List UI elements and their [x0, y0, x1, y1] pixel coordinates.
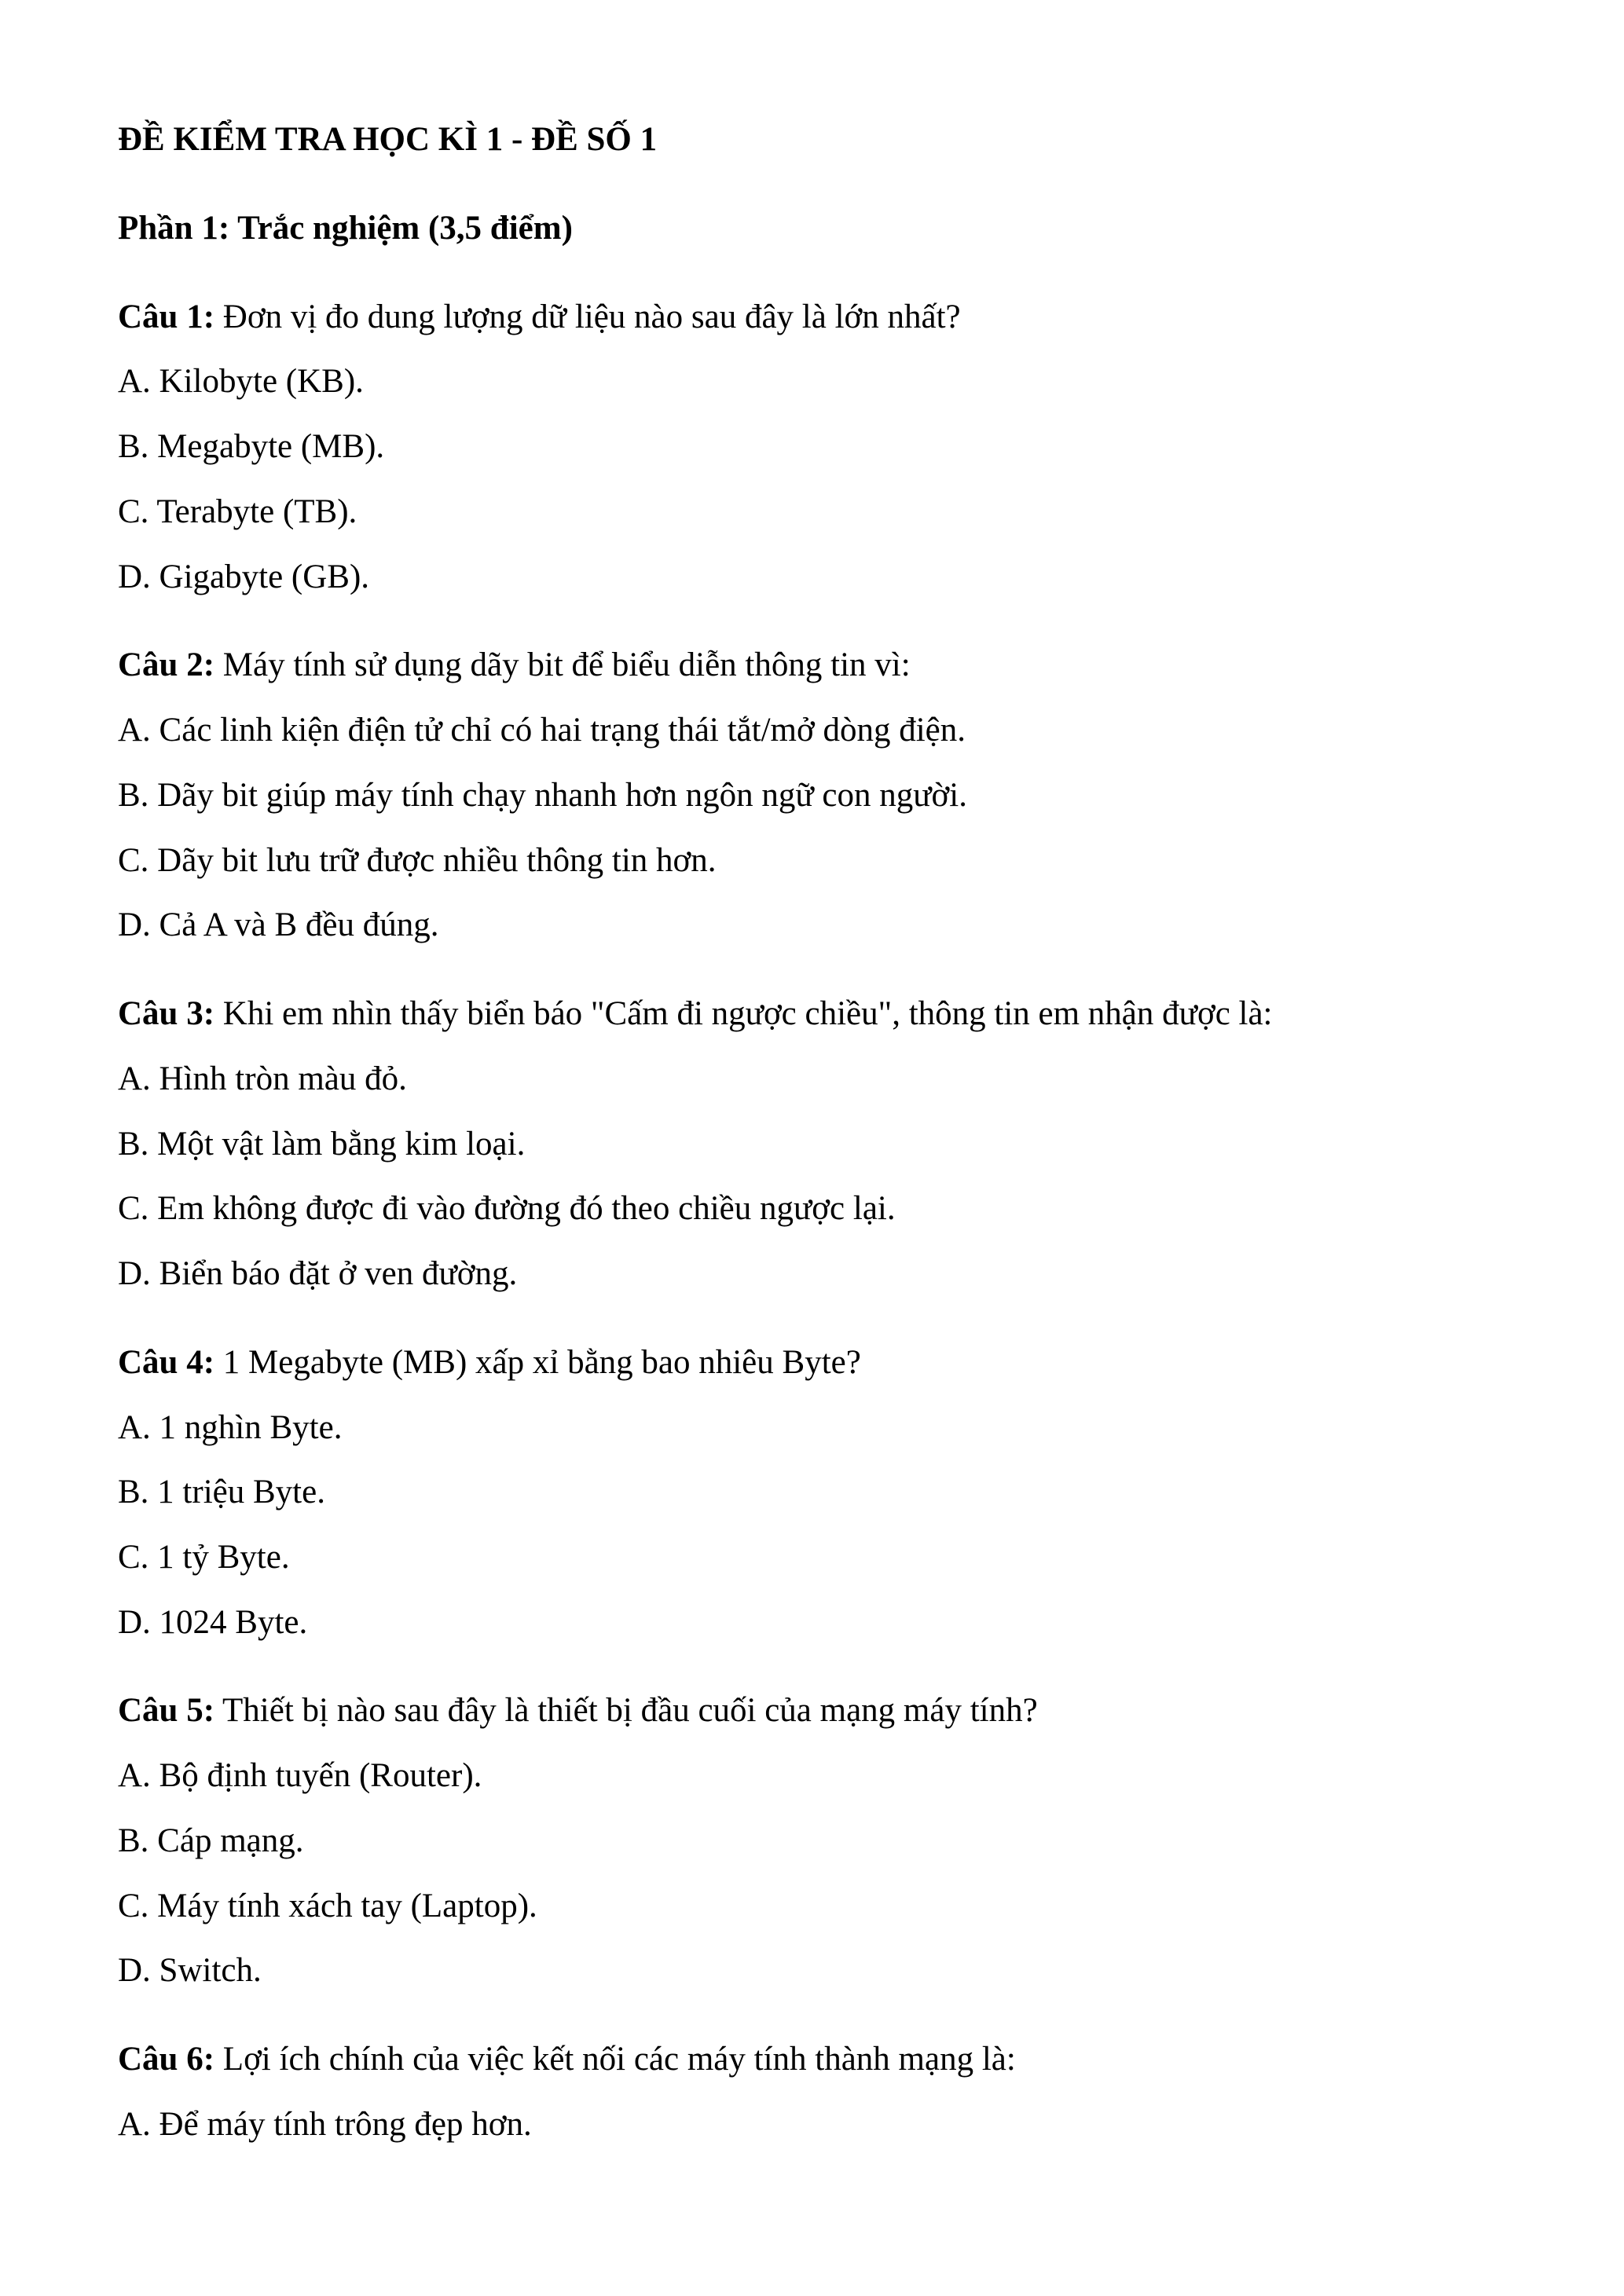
- question-2: [118, 646, 911, 685]
- question-4-option-a: A. 1 nghìn Byte.: [118, 1409, 343, 1446]
- question-text: Thiết bị nào sau đây là thiết bị đầu cuối của mạng máy tính?: [214, 1692, 1038, 1729]
- question-4-option-c: C. 1 tỷ Byte.: [118, 1539, 290, 1576]
- question-5-option-c: C. Máy tính xách tay (Laptop).: [118, 1888, 537, 1924]
- question-label: Câu 5:: [118, 1692, 215, 1729]
- question-text: Máy tính sử dụng dãy bit để biểu diễn thông tin vì:: [214, 646, 911, 683]
- question-1-option-c: C. Terabyte (TB).: [118, 493, 357, 530]
- question-5-option-a: A. Bộ định tuyến (Router).: [118, 1757, 482, 1794]
- question-6-option-a: A. Để máy tính trông đẹp hơn.: [118, 2106, 532, 2143]
- question-6: [118, 2040, 1016, 2079]
- question-5-option-b: B. Cáp mạng.: [118, 1822, 304, 1859]
- document-title: ĐỀ KIỂM TRA HỌC KÌ 1 - ĐỀ SỐ 1: [118, 121, 658, 158]
- question-3: [118, 994, 1273, 1034]
- question-label: Câu 2:: [118, 646, 215, 683]
- question-3-option-a: A. Hình tròn màu đỏ.: [118, 1060, 407, 1097]
- question-2-option-c: C. Dãy bit lưu trữ được nhiều thông tin hơn.: [118, 842, 717, 879]
- question-4-option-b: B. 1 triệu Byte.: [118, 1474, 325, 1511]
- section-heading: Phần 1: Trắc nghiệm (3,5 điểm): [118, 210, 573, 247]
- question-2-option-a: A. Các linh kiện điện tử chỉ có hai trạng thái tắt/mở dòng điện.: [118, 712, 966, 749]
- question-text: Đơn vị đo dung lượng dữ liệu nào sau đây là lớn nhất?: [214, 298, 961, 335]
- question-5: [118, 1691, 1038, 1730]
- question-3-option-d: D. Biển báo đặt ở ven đường.: [118, 1255, 518, 1292]
- question-2-option-b: B. Dãy bit giúp máy tính chạy nhanh hơn ngôn ngữ con người.: [118, 777, 967, 814]
- question-4-option-d: D. 1024 Byte.: [118, 1604, 308, 1641]
- question-text: Lợi ích chính của việc kết nối các máy tính thành mạng là:: [214, 2041, 1016, 2078]
- question-text: 1 Megabyte (MB) xấp xỉ bằng bao nhiêu Byte?: [214, 1344, 861, 1381]
- question-3-option-b: B. Một vật làm bằng kim loại.: [118, 1126, 526, 1163]
- question-label: Câu 6:: [118, 2041, 215, 2078]
- question-4: [118, 1343, 861, 1382]
- question-text: Khi em nhìn thấy biển báo "Cấm đi ngược chiều", thông tin em nhận được là:: [214, 995, 1273, 1032]
- question-label: Câu 4:: [118, 1344, 215, 1381]
- question-3-option-c: C. Em không được đi vào đường đó theo chiều ngược lại.: [118, 1190, 896, 1227]
- question-1-option-b: B. Megabyte (MB).: [118, 428, 385, 465]
- question-5-option-d: D. Switch.: [118, 1952, 262, 1989]
- question-1-option-a: A. Kilobyte (KB).: [118, 363, 364, 400]
- question-1: [118, 298, 961, 337]
- question-1-option-d: D. Gigabyte (GB).: [118, 558, 370, 595]
- question-2-option-d: D. Cả A và B đều đúng.: [118, 906, 439, 943]
- question-label: Câu 3:: [118, 995, 215, 1032]
- question-label: Câu 1:: [118, 298, 215, 335]
